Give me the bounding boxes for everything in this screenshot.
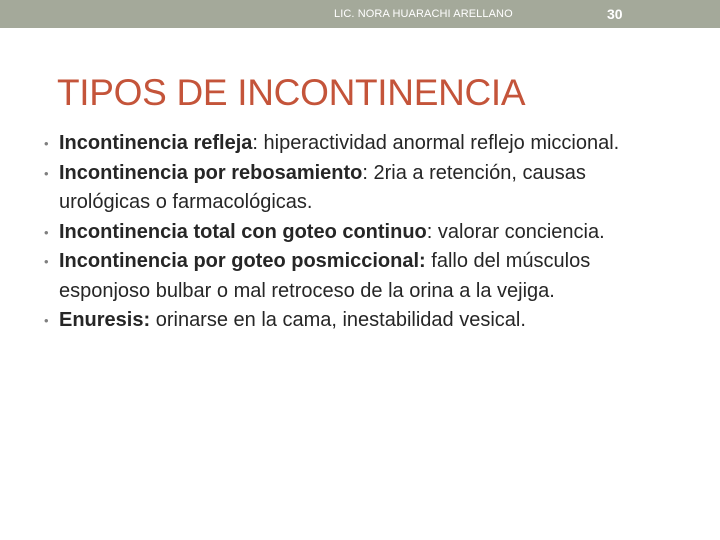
bullet-item — [44, 306, 674, 336]
bullet-dot-icon: • — [44, 224, 49, 240]
bullet-separator: : — [426, 220, 433, 243]
page-number: 30 — [607, 6, 623, 22]
bullet-text: 2ria a retención, causas urológicas o farmacológicas. — [59, 161, 586, 213]
bullet-item — [44, 247, 674, 306]
bullet-dot-icon: • — [44, 254, 49, 269]
bullet-dot-icon: • — [44, 136, 49, 151]
bullet-term: Incontinencia total con goteo continuo — [59, 220, 427, 243]
bullet-term: Enuresis: — [59, 309, 151, 331]
bullet-list — [44, 129, 674, 336]
header-bar — [0, 0, 720, 28]
bullet-term: Incontinencia por goteo posmiccional: — [59, 250, 426, 272]
bullet-term: Incontinencia refleja — [59, 132, 253, 154]
bullet-text: orinarse en la cama, inestabilidad vesical. — [150, 309, 526, 331]
bullet-dot-icon: • — [44, 165, 49, 181]
bullet-item — [44, 218, 674, 248]
header-author: LIC. NORA HUARACHI ARELLANO — [334, 8, 513, 20]
bullet-term: Incontinencia por rebosamiento — [59, 161, 363, 184]
bullet-text: hiperactividad anormal reflejo miccional. — [257, 132, 620, 154]
bullet-item — [44, 159, 674, 218]
bullet-dot-icon: • — [44, 313, 49, 328]
bullet-item — [44, 129, 674, 159]
bullet-text: fallo del músculos esponjoso bulbar o mal retroceso de la orina a la vejiga. — [59, 250, 591, 302]
bullet-text: valorar conciencia. — [432, 220, 605, 243]
slide-title: TIPOS DE INCONTINENCIA — [57, 72, 526, 113]
bullet-separator: : — [362, 161, 368, 184]
bullet-separator: : — [252, 132, 258, 154]
